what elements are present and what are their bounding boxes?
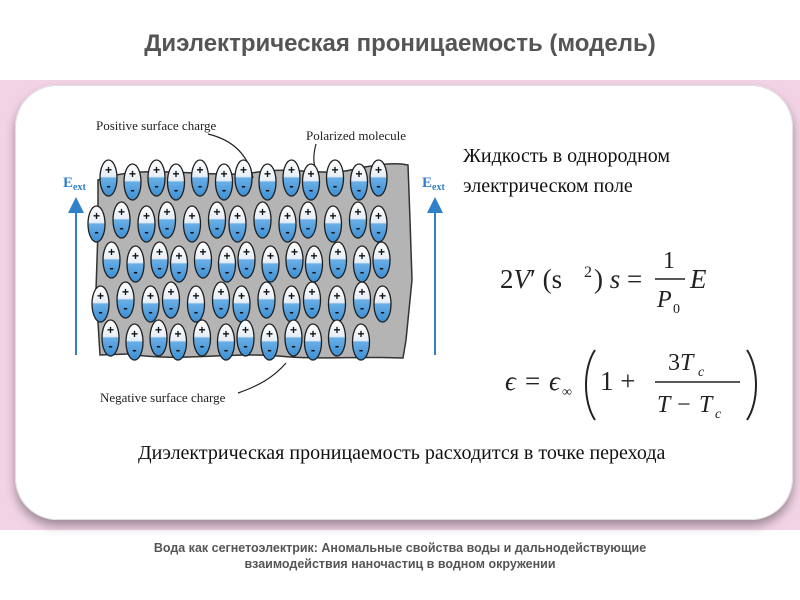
plus-sign: +: [308, 285, 316, 299]
polarized-molecule: [170, 324, 187, 360]
polarized-molecule: [168, 164, 185, 200]
polarized-molecule: [92, 286, 109, 322]
polarized-molecule: [329, 286, 346, 322]
plus-sign: +: [198, 323, 206, 337]
plus-sign: +: [217, 285, 225, 299]
plus-sign: +: [242, 245, 251, 259]
label-positive-surface-charge: Positive surface charge: [96, 118, 217, 133]
minus-sign: -: [305, 220, 311, 235]
polarized-molecule: [373, 242, 390, 278]
minus-sign: -: [355, 220, 361, 235]
plus-sign: +: [266, 249, 275, 263]
minus-sign: -: [189, 224, 195, 239]
polarized-molecule: [194, 320, 211, 356]
plus-sign: +: [223, 249, 231, 263]
minus-sign: -: [193, 304, 199, 319]
svg-text:1 +: 1 +: [600, 366, 636, 396]
polarized-molecule: [124, 164, 141, 200]
minus-sign: -: [156, 338, 161, 353]
minus-sign: -: [241, 178, 246, 193]
plus-sign: +: [172, 167, 180, 181]
minus-sign: -: [309, 300, 315, 315]
polarized-molecule: [142, 286, 159, 322]
minus-sign: -: [334, 338, 340, 353]
svg-text:c: c: [698, 365, 705, 380]
polarized-molecule: [159, 202, 176, 238]
polarized-molecule: [100, 160, 117, 196]
minus-sign: -: [176, 264, 182, 279]
plus-sign: +: [241, 323, 250, 337]
field-label-left: $E_{ext}$: [63, 175, 86, 193]
minus-sign: -: [289, 178, 294, 193]
polarized-molecule: [148, 160, 165, 196]
plus-sign: +: [154, 323, 163, 337]
minus-sign: -: [380, 304, 385, 319]
plus-sign: +: [358, 249, 366, 263]
minus-sign: -: [265, 182, 270, 197]
minus-sign: -: [168, 300, 174, 315]
polarized-molecule: [117, 282, 134, 318]
plus-sign: +: [289, 323, 298, 337]
plus-sign: +: [265, 327, 274, 341]
polarized-molecule: [188, 286, 205, 322]
plus-sign: +: [290, 245, 299, 259]
polarized-molecule: [286, 242, 303, 278]
minus-sign: -: [154, 178, 159, 193]
minus-sign: -: [332, 178, 338, 193]
plus-sign: +: [304, 205, 312, 219]
polarized-molecule: [300, 202, 317, 238]
minus-sign: -: [335, 260, 341, 275]
plus-sign: +: [262, 285, 271, 299]
minus-sign: -: [94, 224, 99, 239]
svg-text:1: 1: [663, 248, 675, 274]
svg-text:=: =: [525, 366, 541, 396]
minus-sign: -: [264, 300, 269, 315]
plus-sign: +: [167, 285, 175, 299]
polarized-molecule: [138, 206, 155, 242]
plus-sign: +: [155, 245, 164, 259]
plus-sign: +: [213, 205, 221, 219]
plus-sign: +: [106, 323, 115, 337]
divergence-caption: Диэлектрическая проницаемость расходится в точке перехода: [138, 442, 666, 464]
plus-sign: +: [309, 327, 317, 341]
svg-text:T: T: [657, 392, 671, 418]
svg-text:2: 2: [584, 264, 592, 281]
minus-sign: -: [218, 300, 224, 315]
plus-sign: +: [188, 209, 196, 223]
polarized-molecule: [254, 202, 271, 238]
plus-sign: +: [233, 209, 242, 223]
plus-sign: +: [192, 289, 200, 303]
polarized-molecule: [235, 160, 252, 196]
minus-sign: -: [221, 182, 227, 197]
minus-sign: -: [359, 264, 365, 279]
polarized-molecule: [262, 246, 279, 282]
plus-sign: +: [258, 205, 267, 219]
pointer-negative: [238, 363, 286, 393]
svg-text:0: 0: [673, 302, 680, 317]
polarized-molecule: [213, 282, 230, 318]
plus-sign: +: [163, 205, 171, 219]
plus-sign: +: [92, 209, 101, 223]
polarized-molecule: [325, 206, 342, 242]
polarized-molecule: [238, 242, 255, 278]
plus-sign: +: [220, 167, 228, 181]
svg-text:ϵ: ϵ: [549, 366, 560, 396]
plus-sign: +: [263, 167, 272, 181]
plus-sign: +: [333, 323, 341, 337]
plus-sign: +: [175, 249, 183, 263]
minus-sign: -: [173, 182, 179, 197]
polarized-molecule: [113, 202, 130, 238]
svg-text:∞: ∞: [562, 385, 572, 400]
minus-sign: -: [308, 182, 314, 197]
minus-sign: -: [289, 304, 294, 319]
minus-sign: -: [130, 182, 135, 197]
plus-sign: +: [146, 289, 155, 303]
polarized-molecule: [354, 246, 371, 282]
polarized-molecule: [279, 206, 296, 242]
minus-sign: -: [358, 342, 364, 357]
plus-sign: +: [307, 167, 315, 181]
minus-sign: -: [164, 220, 170, 235]
polarized-molecule: [283, 160, 300, 196]
polarized-molecule: [354, 282, 371, 318]
plus-sign: +: [378, 289, 387, 303]
plus-sign: +: [377, 245, 386, 259]
polarized-molecule: [374, 286, 391, 322]
polarized-molecule: [219, 246, 236, 282]
minus-sign: -: [123, 300, 128, 315]
minus-sign: -: [244, 260, 249, 275]
minus-sign: -: [98, 304, 103, 319]
svg-text:P: P: [657, 287, 672, 313]
plus-sign: +: [374, 163, 383, 177]
minus-sign: -: [157, 260, 162, 275]
slide-title: Диэлектрическая проницаемость (модель): [144, 30, 656, 57]
polarized-molecule: [370, 206, 387, 242]
polarized-molecule: [304, 282, 321, 318]
svg-text:ϵ: ϵ: [505, 366, 516, 396]
polarized-molecule: [103, 242, 120, 278]
polarized-molecule: [151, 242, 168, 278]
polarized-molecule: [283, 286, 300, 322]
minus-sign: -: [224, 264, 230, 279]
polarized-molecule: [216, 164, 233, 200]
plus-sign: +: [237, 289, 246, 303]
minus-sign: -: [108, 338, 113, 353]
plus-sign: +: [358, 285, 366, 299]
label-negative-surface-charge: Negative surface charge: [100, 390, 226, 405]
plus-sign: +: [222, 327, 230, 341]
plus-sign: +: [142, 209, 151, 223]
minus-sign: -: [292, 260, 297, 275]
polarized-molecule: [218, 324, 235, 360]
plus-sign: +: [374, 209, 383, 223]
plus-sign: +: [152, 163, 161, 177]
minus-sign: -: [119, 220, 124, 235]
polarized-molecule: [327, 160, 344, 196]
polarized-molecule: [306, 246, 323, 282]
minus-sign: -: [148, 304, 153, 319]
minus-sign: -: [133, 264, 138, 279]
minus-sign: -: [359, 300, 365, 315]
minus-sign: -: [268, 264, 273, 279]
minus-sign: -: [223, 342, 229, 357]
liquid-field-caption: Жидкость в однородном электрическом поле: [463, 145, 671, 197]
svg-text:2V′ (s: 2V′ (s: [500, 264, 563, 294]
minus-sign: -: [243, 338, 248, 353]
slide-footer: Вода как сегнетоэлектрик: Аномальные свойства воды и дальнодействующие взаимодействия наночастиц в водном окружении: [153, 541, 647, 571]
minus-sign: -: [106, 178, 111, 193]
formula-field-equation: [500, 243, 740, 323]
plus-sign: +: [354, 205, 362, 219]
plus-sign: +: [239, 163, 248, 177]
polarized-molecule: [305, 324, 322, 360]
polarized-molecule: [171, 246, 188, 282]
minus-sign: -: [109, 260, 114, 275]
minus-sign: -: [175, 342, 181, 357]
plus-sign: +: [96, 289, 105, 303]
plus-sign: +: [196, 163, 204, 177]
plus-sign: +: [331, 163, 339, 177]
polarized-molecule: [126, 324, 143, 360]
minus-sign: -: [260, 220, 265, 235]
minus-sign: -: [199, 338, 205, 353]
label-polarized-molecule: Polarized molecule: [306, 128, 406, 143]
formula-permittivity: [505, 340, 765, 425]
polarized-molecule: [127, 246, 144, 282]
polarized-molecule: [192, 160, 209, 196]
plus-sign: +: [357, 327, 365, 341]
plus-sign: +: [310, 249, 318, 263]
plus-sign: +: [104, 163, 113, 177]
plus-sign: +: [107, 245, 116, 259]
polarized-molecule: [329, 320, 346, 356]
plus-sign: +: [121, 285, 130, 299]
minus-sign: -: [356, 182, 362, 197]
polarized-molecule: [150, 320, 167, 356]
minus-sign: -: [285, 224, 290, 239]
polarized-molecule: [163, 282, 180, 318]
plus-sign: +: [287, 289, 296, 303]
plus-sign: +: [174, 327, 182, 341]
polarized-molecule: [233, 286, 250, 322]
plus-sign: +: [355, 167, 363, 181]
polarized-molecule: [237, 320, 254, 356]
minus-sign: -: [214, 220, 220, 235]
minus-sign: -: [197, 178, 203, 193]
plus-sign: +: [117, 205, 126, 219]
svg-text:3T: 3T: [668, 350, 694, 376]
plus-sign: +: [329, 209, 337, 223]
polarized-molecule: [209, 202, 226, 238]
minus-sign: -: [330, 224, 336, 239]
minus-sign: -: [267, 342, 272, 357]
polarized-molecule: [303, 164, 320, 200]
polarized-molecule: [229, 206, 246, 242]
field-label-right: $E_{ext}$: [422, 175, 445, 193]
svg-text:−: −: [677, 392, 691, 418]
dielectric-diagram: [58, 110, 458, 420]
polarized-molecule: [351, 164, 368, 200]
plus-sign: +: [287, 163, 296, 177]
minus-sign: -: [235, 224, 240, 239]
minus-sign: -: [239, 304, 244, 319]
polarized-molecule: [353, 324, 370, 360]
minus-sign: -: [291, 338, 296, 353]
polarized-molecule: [184, 206, 201, 242]
plus-sign: +: [333, 289, 341, 303]
polarized-molecule: [258, 282, 275, 318]
minus-sign: -: [200, 260, 206, 275]
polarized-molecule: [285, 320, 302, 356]
polarized-molecule: [261, 324, 278, 360]
minus-sign: -: [132, 342, 137, 357]
plus-sign: +: [131, 249, 140, 263]
minus-sign: -: [310, 342, 316, 357]
minus-sign: -: [311, 264, 317, 279]
minus-sign: -: [376, 224, 381, 239]
minus-sign: -: [144, 224, 149, 239]
polarized-molecule: [350, 202, 367, 238]
polarized-molecule: [102, 320, 119, 356]
svg-text:T: T: [699, 392, 713, 418]
plus-sign: +: [199, 245, 207, 259]
minus-sign: -: [334, 304, 340, 319]
polarized-molecule: [330, 242, 347, 278]
polarized-molecule: [370, 160, 387, 196]
svg-text:E: E: [690, 264, 707, 294]
plus-sign: +: [130, 327, 139, 341]
polarized-molecule: [195, 242, 212, 278]
polarized-molecule: [88, 206, 105, 242]
polarized-molecule: [259, 164, 276, 200]
minus-sign: -: [376, 178, 381, 193]
svg-text:c: c: [715, 407, 722, 422]
minus-sign: -: [379, 260, 384, 275]
plus-sign: +: [334, 245, 342, 259]
plus-sign: +: [283, 209, 292, 223]
plus-sign: +: [128, 167, 137, 181]
svg-text:) s =: ) s =: [594, 264, 643, 294]
